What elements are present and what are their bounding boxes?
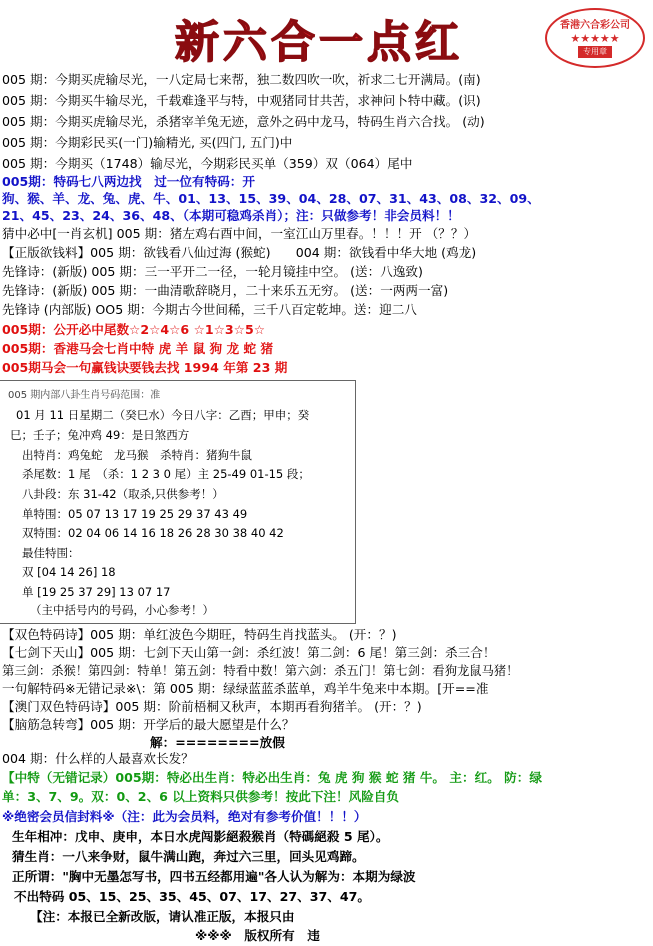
lower-line-15: 不出特码 05、15、25、35、45、07、17、27、37、47。 [14,889,370,904]
lower-line-6: 【脑筋急转弯】005 期：开学后的最大愿望是什么？ [2,717,295,732]
box-line-6: 八卦段：东 31-42（取杀,只供参考！） [22,487,224,501]
line-3: 005 期：今期买虎输尽光，杀猪宰羊兔无迹，意外之码中龙马，特码生肖六合找。 (动) [2,114,485,129]
lower-line-5: 【澳门双色特码诗】005 期：阶前梧桐又秋声，本期再看狗猪羊。 (开：？) [2,699,422,714]
line-4: 005 期：今期彩民买(一门)输精光, 买(四门, 五门)中 [2,135,293,150]
seal-label: 专用章 [578,46,612,58]
lower-line-11: ※绝密会员信封料※（注：此为会员料，绝对有参考价值！！！） [2,809,367,824]
lower-line-4: 一句解特码※无错记录※\：第 005 期：绿绿蓝蓝杀蓝单，鸡羊牛兔来中本期。[开==准 [2,681,489,696]
box-line-10: 双 [04 14 26] 18 [22,565,116,579]
box-line-2: 01 月 11 日星期二（癸巳水）今日八字：乙酉；甲申；癸 [16,408,310,422]
line-2: 005 期：今期买牛输尽光，千载难逢平与特，中观猪同甘共苦，求神问卜特中藏。(识) [2,93,481,108]
lower-line-7: 解：========放假 [150,735,285,750]
lower-line-14: 正所谓："胸中无墨怎写书，四书五经都用遍"各人认为解为：本期为绿波 [12,869,416,884]
line-10: 【正版欲钱料】005 期：欲钱看八仙过海 (猴蛇) 004 期：欲钱看中华大地 (鸡龙) [2,245,477,260]
line-16: 005期马会一句赢钱诀要钱去找 1994 年第 23 期 [2,360,288,375]
lower-line-3: 第三剑：杀猴！第四剑：特单！第五剑：特看中数！第六剑：杀五门！第七剑：看狗龙鼠马猪！ [2,664,519,678]
box-line-4: 出特肖：鸡兔蛇 龙马猴 杀特肖：猪狗牛鼠 [22,448,252,462]
lower-line-17: ※※※ 版权所有 违 [195,928,320,943]
line-6: 005期：特码七八两边找 过一位有特码：开 [2,174,255,189]
box-line-12: （主中括号内的号码，小心参考！） [30,603,214,617]
line-1: 005 期：今期买虎输尽光，一八定局七来帮，独二数四吹一吹，祈求二七开满局。(南) [2,72,481,87]
lower-line-13: 猜生肖：一八来争财，鼠牛满山跑，奔过六三里，回头见鸡蹄。 [12,849,365,864]
lower-line-1: 【双色特码诗】005 期：单红波色今期旺，特码生肖找蓝头。 (开：？) [2,627,397,642]
box-line-9: 最佳特围： [22,546,80,560]
line-12: 先锋诗：(新版) 005 期：一曲清歌辞晓月，二十来乐五无穷。 (送：一两两一富) [2,283,449,298]
page-title: 新六合一点红 [175,17,463,68]
box-line-11: 单 [19 25 37 29] 13 07 17 [22,585,171,599]
box-line-5: 杀尾数：1 尾 （杀：1 2 3 0 尾）主 25-49 01-15 段； [22,467,310,481]
seal-stars: ★★★★★ [570,32,620,45]
bagua-info-box [0,380,356,624]
box-line-3: 巳；壬子；兔冲鸡 49：是日煞西方 [10,428,190,442]
lower-line-9: 【中特（无错记录）005期：特必出生肖：特必出生肖：兔 虎 狗 猴 蛇 猪 牛。 主：红。 防：绿 [2,770,542,785]
line-14: 005期：公开必中尾数☆2☆4☆6 ☆1☆3☆5☆ [2,322,266,337]
lower-line-12: 生年相冲：戊申、庚申，本日水虎闯影絕殺猴肖（特碼絕殺 5 尾）。 [12,829,389,844]
company-seal [545,8,645,68]
seal-top-text: 香港六合彩公司 [560,20,630,31]
page-header [0,0,653,70]
line-15: 005期：香港马会七肖中特 虎 羊 鼠 狗 龙 蛇 猪 [2,341,274,356]
line-13: 先锋诗 (内部版) OO5 期：今期古今世间稀，三千八百定乾坤。送：迎二八 [2,302,417,317]
lower-line-2: 【七剑下天山】005 期：七剑下天山第一剑：杀红波！第二剑：6 尾！第三剑：杀三合！ [2,645,496,660]
box-line-1: 005 期内部八卦生肖号码范围：准 [8,390,161,401]
line-9: 猜中必中[一肖玄机] 005 期：猪左鸡右酉中间，一室江山万里春。！！！开 （？？） [2,226,477,241]
box-line-8: 双特围：02 04 06 14 16 18 26 28 30 38 40 42 [22,526,284,540]
lower-line-10: 单：3、7、9。双：0、2、6 以上资料只供参考！按此下注！风险自负 [2,789,399,804]
lower-line-8: 004 期：什么样的人最喜欢长发？ [2,751,194,766]
box-line-7: 单特围：05 07 13 17 19 25 29 37 43 49 [22,507,248,521]
lower-line-16: 【注：本报已全新改版，请认准正版，本报只由 [30,909,295,924]
line-8: 21、45、23、24、36、48、（本期可稳鸡杀肖）；注：只做参考！非会员料！！ [2,208,460,223]
line-11: 先锋诗：(新版) 005 期：三一平开二一径，一轮月镜挂中空。 (送：八逸致) [2,264,423,279]
line-5: 005 期：今期买（1748）输尽光，今期彩民买单（359）双（064）尾中 [2,156,413,171]
line-7: 狗、猴、羊、龙、兔、虎、牛、01、13、15、39、04、28、07、31、43、08、32、09、 [2,191,540,206]
